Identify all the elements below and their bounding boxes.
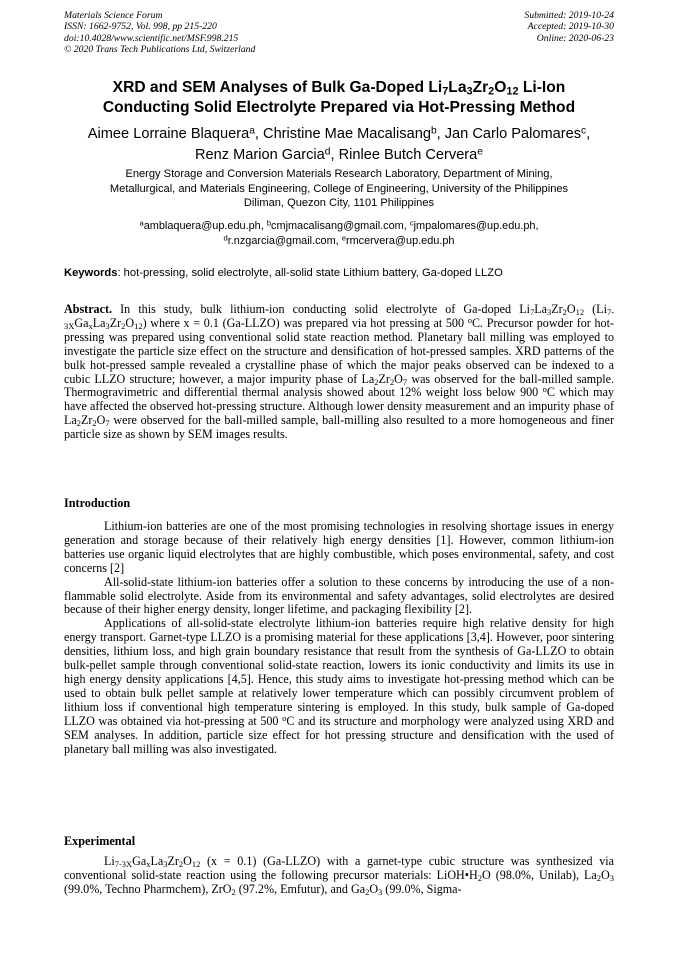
keywords-label: Keywords: [64, 267, 118, 279]
keywords-text: : hot-pressing, solid electrolyte, all-solid state Lithium battery, Ga-doped LLZO: [117, 267, 503, 279]
email-link[interactable]: cmjmacalisang@gmail.com: [271, 220, 404, 232]
email-link[interactable]: jmpalomares@up.edu.ph: [413, 220, 536, 232]
paragraph: Applications of all-solid-state electrolyte lithium-ion batteries require high relative density for high energy transport. Garnet-type LLZO is a promising material for these applications [3,4]. However, poor sintering densities, lithium loss, and high grain boundary resistance that result from the synthesis of Ga-LLZO to obtain bulk-pellet sample through conventional solid-state reaction, lowers its ionic conductivity and limits its use in high energy density applications [4,5]. Hence, this study aims to investigate hot-pressing method which can be used to obtain bulk pellet sample at relatively lower temperature which can possibly circumvent problem of lithium loss if conventional high temperature sintering is employed. In this study, bulk sample of Ga-doped LLZO was obtained via hot-pressing at 500 $^o$C and its structure and morphology were analyzed using XRD and SEM analyses. In addition, particle size effect for hot pressing structure and densification with the used of planetary ball milling was also investigated.: [64, 616, 614, 756]
email-link[interactable]: r.nzgarcia@gmail.com: [227, 234, 336, 247]
experimental-heading: Experimental: [64, 834, 136, 848]
author-name: Christine Mae Macalisang: [263, 126, 431, 142]
paragraph: $Li_{7-3X}Ga_xLa_3Zr_2O_{12}$ (x = 0.1) (Ga-LLZO) with a garnet-type cubic structure was synthesized via conventional solid-state reaction using the following precursor materials: $LiOH•H_2O$ (98.0%, Unilab), $La_2O_3$ (99.0%, Techno Pharmchem), ZrO$_2$ (97.2%, Emfutur), and $Ga_2O_3$ (99.0%, Sigma-: [64, 854, 614, 897]
issn-line: ISSN: 1662-9752, Vol. 998, pp 215-220: [64, 21, 217, 33]
abstract-label: Abstract.: [64, 302, 113, 316]
copyright-line: © 2020 Trans Tech Publications Ltd, Switzerland: [64, 44, 256, 56]
author-list: Aimee Lorraine Blaquera$^a$, Christine Mae Macalisang$^b$, Jan Carlo Palomares$^c$, Renz Marion Garcia$^d$, Rinlee Butch Cervera$^e$: [87, 125, 591, 163]
accepted-date: Accepted: 2019-10-30: [527, 21, 614, 33]
paragraph: Lithium-ion batteries are one of the most promising technologies in resolving shortage issues in energy generation and storage because of their relatively high energy densities [1]. However, common lithium-ion batteries use organic liquid electrolytes that are highly combustible, which poses environmental, safety, and cost concerns [2]: [64, 519, 614, 575]
abstract: Abstract. In this study, bulk lithium-ion conducting solid electrolyte of Ga-doped $Li_7La_3Zr_2O_{12}$ $(Li_{7-3X}Ga_xLa_3Zr_2O_{12})$ where x = 0.1 (Ga-LLZO) was prepared via hot pressing at 500 $^o$C. Precursor powder for hot-pressing was prepared using conventional solid state reaction method. Planetary ball milling was employed to investigate the particle size effect on the structure and densification of hot-pressed samples. XRD patterns of the bulk hot-pressed sample revealed a crystalline phase of which the major peaks observed can be indexed to a cubic LLZO structure; however, a major impurity phase of $La_2Zr_2O_7$ was observed for the ball-milled sample. Thermogravimetric and differential thermal analysis showed about 12% weight loss below 900 $^o$C which may have affected the observed hot-pressing structure. Although lower density measurement and an impurity phase of $La_2Zr_2O_7$ were observed for the ball-milled sample, ball-milling also resulted to a more homogeneous and finer particle size as shown by SEM images results.: [64, 302, 614, 442]
author-name: Rinlee Butch Cervera: [338, 146, 478, 163]
introduction-heading: Introduction: [64, 496, 131, 510]
email-link[interactable]: rmcervera@up.edu.ph: [345, 234, 455, 247]
affiliation: Energy Storage and Conversion Materials Research Laboratory, Department of Mining, Metallurgical, and Materials Engineering, College of Engineering, University of the Philippines Diliman, Quezon City, 1101 Philippines: [109, 168, 569, 210]
publication-dates: [524, 10, 614, 44]
author-name: Jan Carlo Palomares: [444, 126, 582, 142]
email-link[interactable]: amblaquera@up.edu.ph: [143, 220, 261, 232]
online-date: Online: 2020-06-23: [536, 32, 614, 44]
paper-title: XRD and SEM Analyses of Bulk Ga-Doped $Li_7La_3Zr_2O_{12}$ Li-Ion Conducting Solid Electrolyte Prepared via Hot-Pressing Method: [102, 79, 576, 116]
author-name: Aimee Lorraine Blaquera: [87, 126, 250, 142]
paragraph: All-solid-state lithium-ion batteries offer a solution to these concerns by introducing the use of a non-flammable solid electrolyte. Aside from its environmental and safety advantages, solid electrolytes are desired because of their higher energy density, longer lifetime, and packaging flexibility [2].: [64, 574, 614, 617]
author-emails: $^a$amblaquera@up.edu.ph, $^b$cmjmacalisang@gmail.com, $^c$jmpalomares@up.edu.ph, $^d$r.nzgarcia@gmail.com, $^e$rmcervera@up.edu.ph: [139, 218, 539, 247]
doi-link[interactable]: doi:10.4028/www.scientific.net/MSF.998.215: [64, 32, 239, 44]
journal-header: [64, 10, 255, 56]
submitted-date: Submitted: 2019-10-24: [524, 10, 614, 21]
author-name: Renz Marion Garcia: [195, 146, 325, 163]
introduction-body: [64, 520, 614, 756]
journal-name: Materials Science Forum: [64, 10, 163, 21]
keywords: [64, 266, 616, 280]
experimental-body: [64, 855, 614, 897]
